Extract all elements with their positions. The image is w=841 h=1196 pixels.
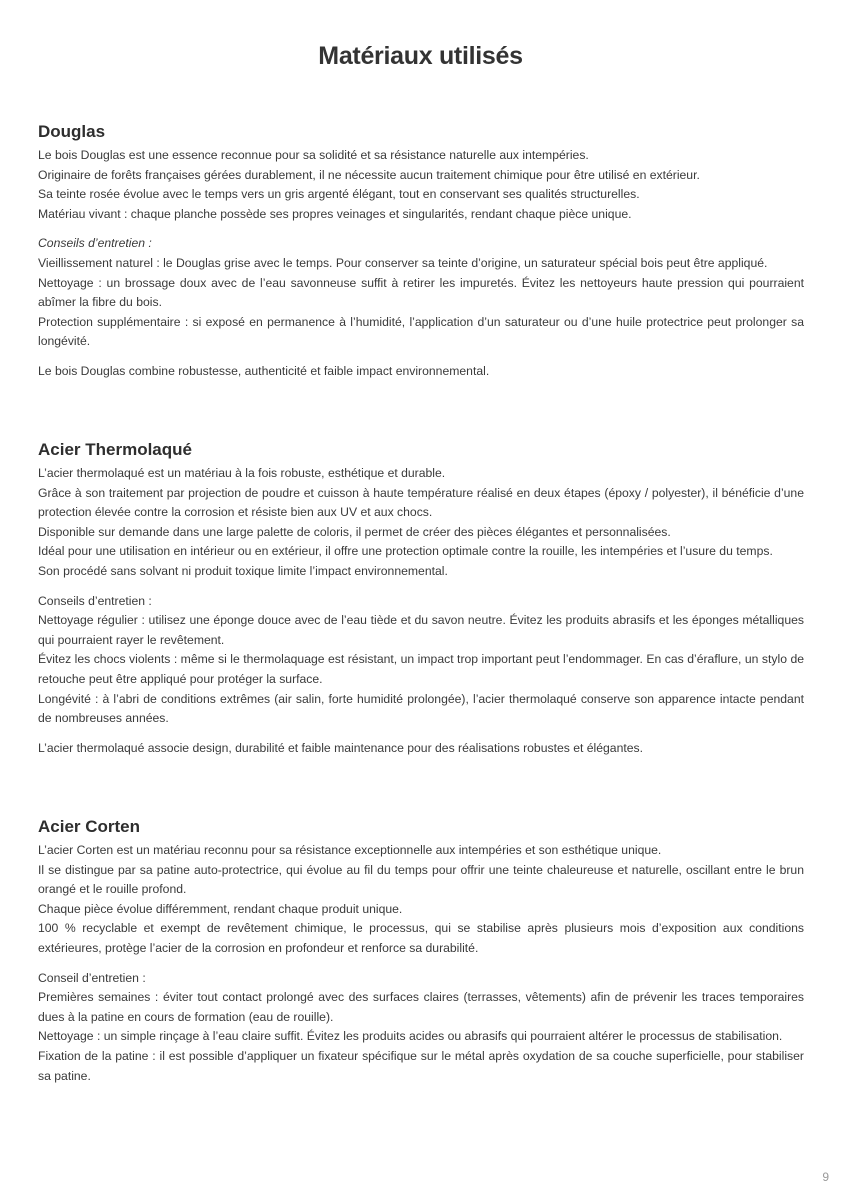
section-heading: Acier Corten <box>38 817 141 836</box>
care-item: Fixation de la patine : il est possible d’appliquer un fixateur spécifique sur le métal après oxydation de sa couche superficielle, pour stabiliser sa patine. <box>38 1048 804 1083</box>
intro-line: Disponible sur demande dans une large palette de coloris, il permet de créer des pièces élégantes et personnalisées. <box>38 524 671 539</box>
section-thermolaque <box>38 439 804 758</box>
care-item: Vieillissement naturel : le Douglas grise avec le temps. Pour conserver sa teinte d’origine, un saturateur spécial bois peut être appliqué. <box>38 255 768 270</box>
intro-line: 100 % recyclable et exempt de revêtement chimique, le processus, qui se stabilise après plusieurs mois d’exposition aux conditions extérieures, protège l’acier de la corrosion en profondeur et renforce sa durabilité. <box>38 921 804 955</box>
intro-line: L’acier thermolaqué est un matériau à la fois robuste, esthétique et durable. <box>38 466 446 480</box>
conclusion: Le bois Douglas combine robustesse, authenticité et faible impact environnemental. <box>38 363 490 378</box>
intro-line: Originaire de forêts françaises gérées durablement, il ne nécessite aucun traitement chimique pour être utilisé en extérieur. <box>38 167 700 182</box>
intro-line: Chaque pièce évolue différemment, rendant chaque produit unique. <box>38 901 403 916</box>
section-heading: Acier Thermolaqué <box>38 440 192 459</box>
care-item: Protection supplémentaire : si exposé en permanence à l’humidité, l’application d’un saturateur ou d’une huile protectrice peut prolonger sa longévité. <box>38 314 804 349</box>
care-title: Conseils d’entretien : <box>38 236 152 251</box>
intro-line: Idéal pour une utilisation en intérieur ou en extérieur, il offre une protection optimale contre la rouille, les intempéries et l’usure du temps. <box>38 544 773 559</box>
intro-line: Grâce à son traitement par projection de poudre et cuisson à haute température réalisé en deux étapes (époxy / polyester), il bénéficie d’une protection élevée contre la corrosion et résiste bien aux UV et aux chocs. <box>38 485 804 520</box>
care-item: Évitez les chocs violents : même si le thermolaquage est résistant, un impact trop important peut l’endommager. En cas d’éraflure, un stylo de retouche peut être appliqué pour protéger la surface. <box>38 652 804 686</box>
section-heading: Douglas <box>38 122 106 141</box>
conclusion: L’acier thermolaqué associe design, durabilité et faible maintenance pour des réalisations robustes et élégantes. <box>38 740 644 755</box>
intro-line: Le bois Douglas est une essence reconnue pour sa solidité et sa résistance naturelle aux intempéries. <box>38 148 589 162</box>
page-number: 9 <box>822 1170 829 1184</box>
care-item: Nettoyage régulier : utilisez une éponge douce avec de l’eau tiède et du savon neutre. Évitez les produits abrasifs et les éponges métalliques qui pourraient rayer le revêtement. <box>38 613 804 647</box>
intro-line: Il se distingue par sa patine auto-protectrice, qui évolue au fil du temps pour offrir une teinte chaleureuse et naturelle, oscillant entre le brun orangé et le rouille profond. <box>38 862 804 897</box>
care-item: Nettoyage : un simple rinçage à l’eau claire suffit. Évitez les produits acides ou abrasifs qui pourraient altérer le processus de stabilisation. <box>38 1029 783 1044</box>
care-title: Conseil d’entretien : <box>38 970 146 985</box>
care-item: Premières semaines : éviter tout contact prolongé avec des surfaces claires (terrasses, vêtements) afin de prévenir les traces temporaires dues à la patine en cours de formation (eau de rouille). <box>38 990 804 1024</box>
section-corten <box>38 816 804 1086</box>
page-title: Matériaux utilisés <box>318 42 523 70</box>
care-item: Longévité : à l’abri de conditions extrêmes (air salin, forte humidité prolongée), l’acier thermolaqué conserve son apparence intacte pendant de nombreuses années. <box>38 691 804 726</box>
section-douglas <box>38 121 804 382</box>
care-item: Nettoyage : un brossage doux avec de l’eau savonneuse suffit à retirer les impuretés. Évitez les nettoyeurs haute pression qui pourraient abîmer la fibre du bois. <box>38 275 804 310</box>
intro-line: Sa teinte rosée évolue avec le temps vers un gris argenté élégant, tout en conservant ses qualités structurelles. <box>38 187 640 202</box>
intro-line: L’acier Corten est un matériau reconnu pour sa résistance exceptionnelle aux intempéries et son esthétique unique. <box>38 843 662 857</box>
care-title: Conseils d’entretien : <box>38 593 152 608</box>
intro-line: Son procédé sans solvant ni produit toxique limite l’impact environnemental. <box>38 563 448 578</box>
intro-line: Matériau vivant : chaque planche possède ses propres veinages et singularités, rendant chaque pièce unique. <box>38 206 632 221</box>
